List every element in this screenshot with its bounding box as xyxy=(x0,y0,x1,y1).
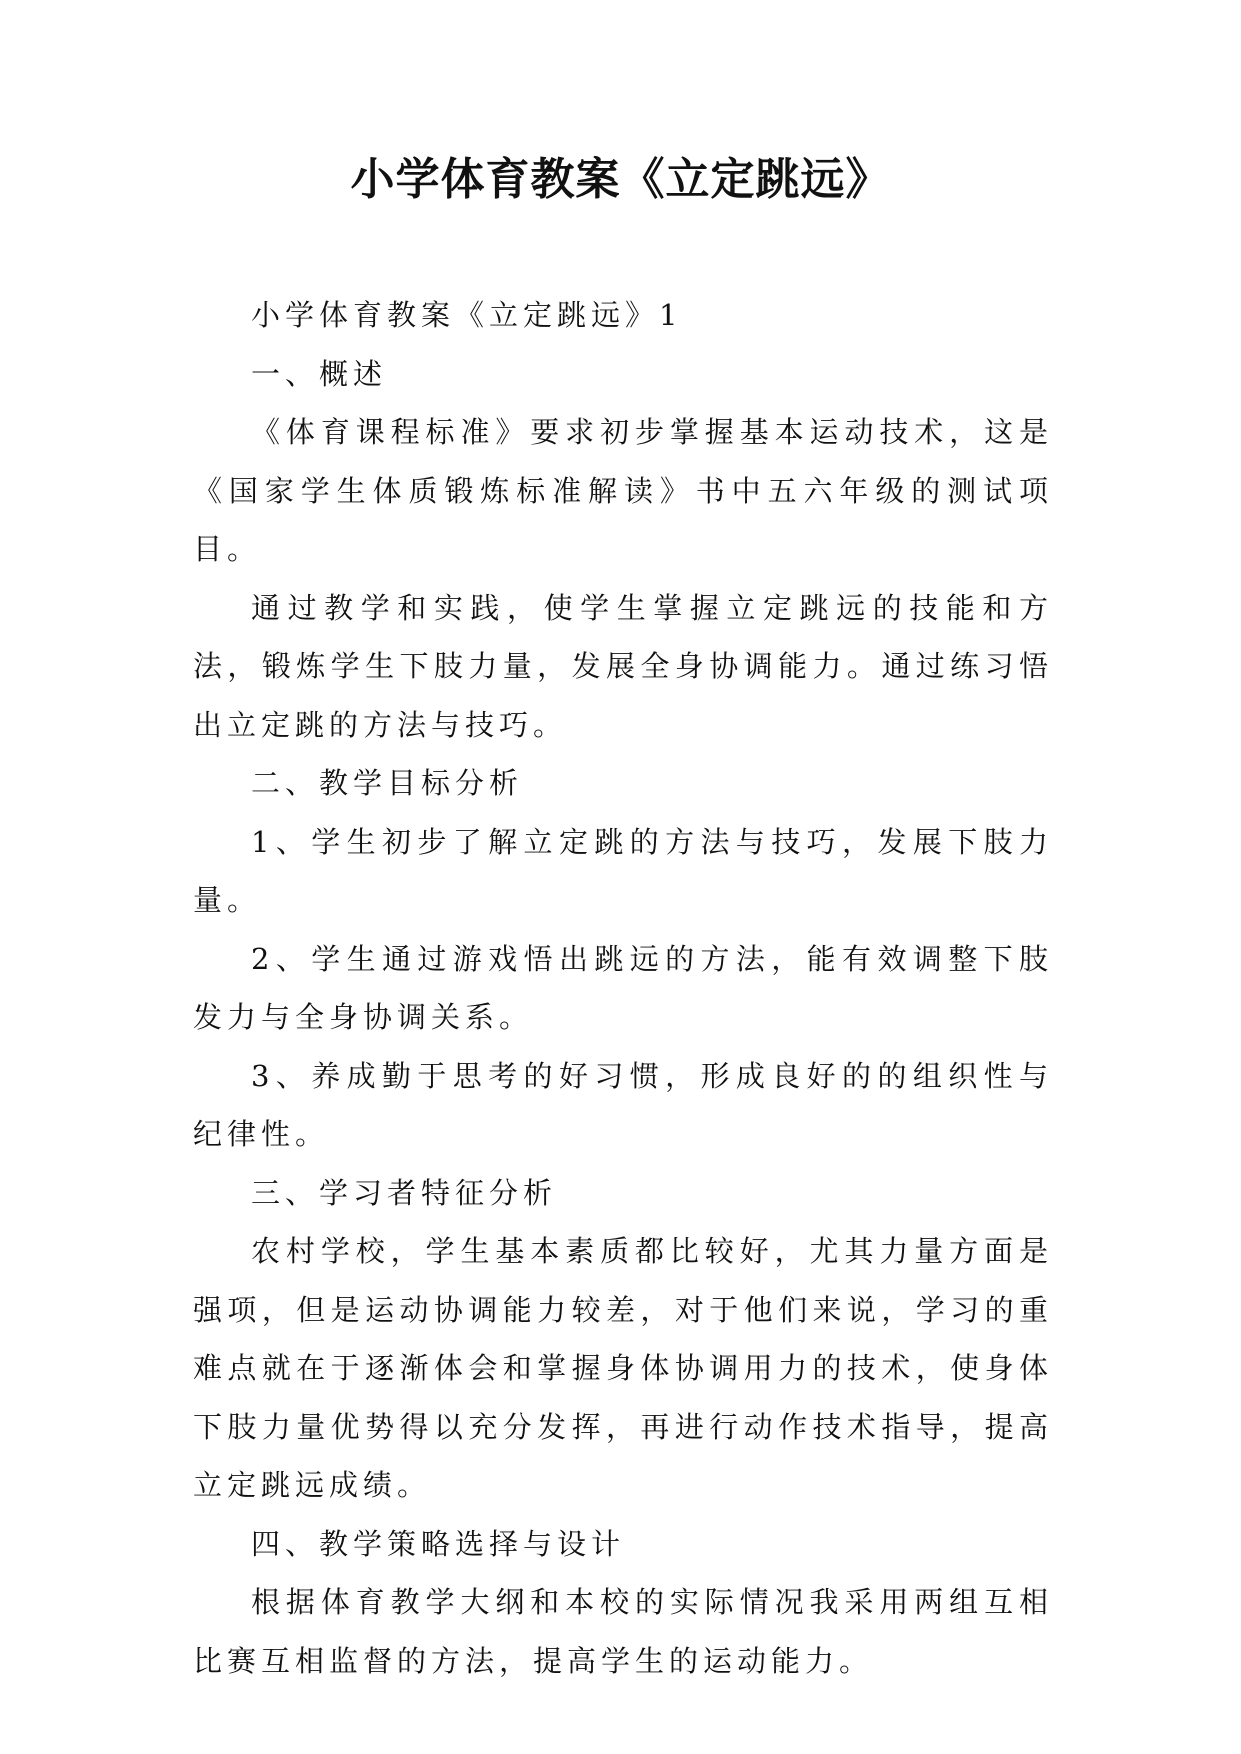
list-item: 1、学生初步了解立定跳的方法与技巧，发展下肢力量。 xyxy=(193,824,1053,917)
paragraph: 通过教学和实践，使学生掌握立定跳远的技能和方法，锻炼学生下肢力量，发展全身协调能力。通过练习悟出立定跳的方法与技巧。 xyxy=(193,590,1053,742)
section-heading-strategy: 四、教学策略选择与设计 xyxy=(251,1526,626,1561)
document-body xyxy=(193,286,1053,1690)
list-item: 3、养成勤于思考的好习惯，形成良好的的组织性与纪律性。 xyxy=(193,1058,1053,1151)
section-heading-objectives: 二、教学目标分析 xyxy=(251,766,524,800)
section-heading-learners: 三、学习者特征分析 xyxy=(251,1175,558,1210)
paragraph: 根据体育教学大纲和本校的实际情况我采用两组互相比赛互相监督的方法，提高学生的运动能力。 xyxy=(193,1585,1053,1678)
document-title: 小学体育教案《立定跳远》 xyxy=(350,154,891,205)
paragraph: 《体育课程标准》要求初步掌握基本运动技术，这是《国家学生体质锻炼标准解读》书中五六年级的测试项目。 xyxy=(193,415,1053,566)
section-heading-overview: 一、概述 xyxy=(251,356,388,391)
paragraph-subtitle: 小学体育教案《立定跳远》1 xyxy=(251,298,683,332)
list-item: 2、学生通过游戏悟出跳远的方法，能有效调整下肢发力与全身协调关系。 xyxy=(193,941,1053,1034)
paragraph: 农村学校，学生基本素质都比较好，尤其力量方面是强项，但是运动协调能力较差，对于他们来说，学习的重难点就在于逐渐体会和掌握身体协调用力的技术，使身体下肢力量优势得以充分发挥，再进行动作技术指导，提高立定跳远成绩。 xyxy=(193,1234,1053,1502)
